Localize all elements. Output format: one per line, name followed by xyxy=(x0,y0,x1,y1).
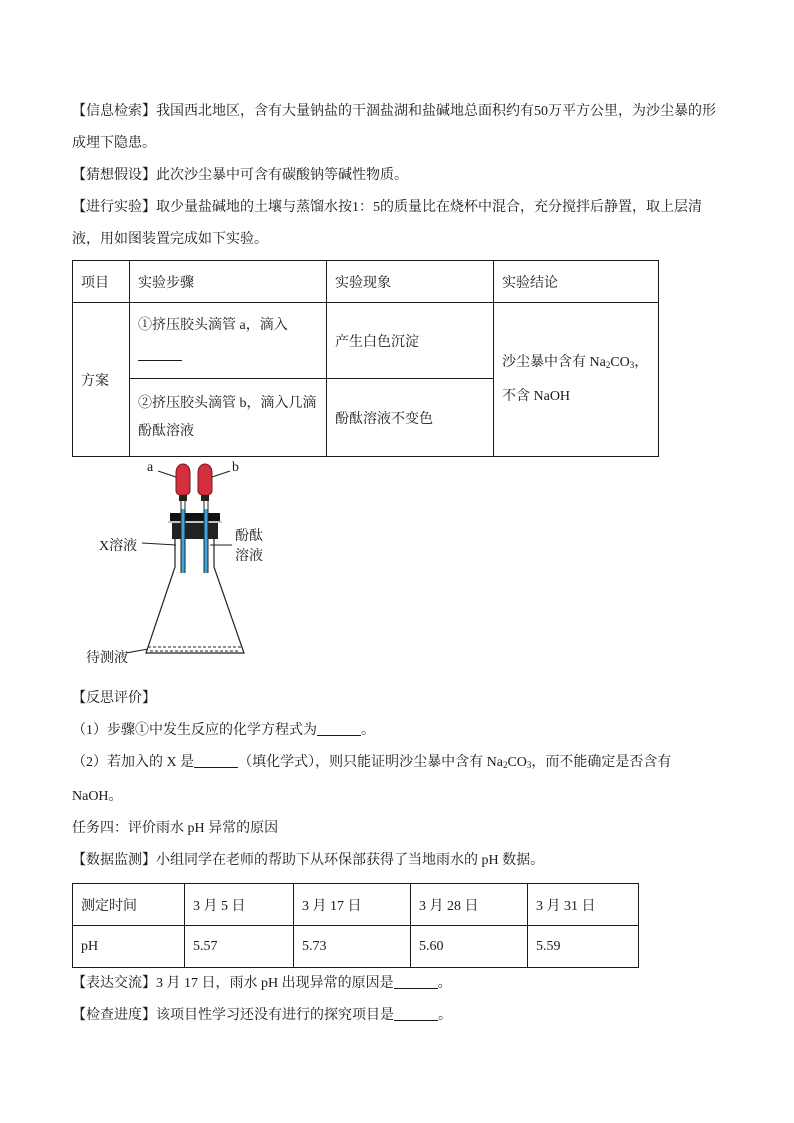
step-2-cell: ②挤压胶头滴管 b，滴入几滴酚酞溶液 xyxy=(130,379,327,457)
answer-blank xyxy=(317,721,361,736)
conclusion-cell: 沙尘暴中含有 $Na_2CO_3$， 不含 NaOH xyxy=(494,303,659,457)
table-cell: 5.60 xyxy=(411,926,528,968)
step-1-cell xyxy=(130,303,327,379)
table-header-cell: 实验结论 xyxy=(494,261,659,303)
label-b: b xyxy=(232,460,239,475)
answer-blank xyxy=(138,346,182,361)
apparatus-diagram xyxy=(72,457,372,677)
phenolphthalein-fill xyxy=(205,509,208,573)
table-cell: 5.59 xyxy=(528,926,639,968)
table-header-cell: 实验步骤 xyxy=(130,261,327,303)
answer-blank xyxy=(394,1006,438,1021)
table-header-cell: 项目 xyxy=(73,261,130,303)
info-search-paragraph: 【信息检索】我国西北地区，含有大量钠盐的干涸盐湖和盐碱地总面积约有50万平方公里，为沙尘暴的形成埋下隐患。 xyxy=(72,104,716,151)
hypothesis-paragraph: 【猜想假设】此次沙尘暴中可含有碳酸钠等碱性物质。 xyxy=(72,168,408,183)
question-1: （1）步骤①中发生反应的化学方程式为 。 xyxy=(72,723,375,738)
phenomenon-1-cell: 产生白色沉淀 xyxy=(327,303,494,379)
label-test-liquid: 待测液 xyxy=(86,651,128,666)
table-cell: 5.73 xyxy=(294,926,411,968)
dropper-a-bulb xyxy=(176,464,190,496)
dropper-b-collar xyxy=(201,495,209,501)
answer-blank xyxy=(194,753,238,768)
flask-with-droppers xyxy=(72,457,372,677)
label-phenolphthalein-1: 酚酞 xyxy=(235,529,263,544)
dropper-b-bulb xyxy=(198,464,212,496)
table-header-cell: 3 月 17 日 xyxy=(294,884,411,926)
dropper-a-collar xyxy=(179,495,187,501)
label-a: a xyxy=(147,460,154,475)
task-4-title: 任务四：评价雨水 pH 异常的原因 xyxy=(72,821,279,836)
reflection-heading: 【反思评价】 xyxy=(72,691,156,706)
phenomenon-2-cell: 酚酞溶液不变色 xyxy=(327,379,494,457)
answer-blank xyxy=(394,974,438,989)
row-label: 方案 xyxy=(73,303,130,457)
stopper-top xyxy=(170,513,220,521)
table-header-row xyxy=(73,261,659,303)
table-header-cell: 实验现象 xyxy=(327,261,494,303)
table-cell: 5.57 xyxy=(185,926,294,968)
progress-paragraph: 【检查进度】该项目性学习还没有进行的探究项目是 。 xyxy=(72,1008,452,1023)
table-header-cell: 3 月 5 日 xyxy=(185,884,294,926)
table-header-cell: 测定时间 xyxy=(73,884,185,926)
document-body xyxy=(72,96,722,1032)
question-2: （2）若加入的 X 是 （填化学式），则只能证明沙尘暴中含有 $Na_2CO_3$，而不能确定是否含有 NaOH。 xyxy=(72,755,672,804)
table-header-cell: 3 月 31 日 xyxy=(528,884,639,926)
conical-flask xyxy=(146,539,244,653)
experiment-table xyxy=(72,260,659,457)
x-solution-fill xyxy=(182,509,185,573)
express-paragraph: 【表达交流】3 月 17 日，雨水 pH 出现异常的原因是 。 xyxy=(72,976,452,991)
stopper-body xyxy=(172,523,218,539)
table-row xyxy=(73,303,659,379)
ph-table xyxy=(72,883,639,968)
table-cell: pH xyxy=(73,926,185,968)
label-phenolphthalein-2: 溶液 xyxy=(235,549,263,564)
table-header-cell: 3 月 28 日 xyxy=(411,884,528,926)
table-row xyxy=(73,926,639,968)
data-monitor-paragraph: 【数据监测】小组同学在老师的帮助下从环保部获得了当地雨水的 pH 数据。 xyxy=(72,853,545,868)
label-x-solution: X溶液 xyxy=(99,539,138,554)
experiment-paragraph: 【进行实验】取少量盐碱地的土壤与蒸馏水按1：5的质量比在烧杯中混合，充分搅拌后静置，取上层清液，用如图装置完成如下实验。 xyxy=(72,200,702,247)
step-1-text: ①挤压胶头滴管 a，滴入 xyxy=(138,317,288,333)
table-header-row xyxy=(73,884,639,926)
